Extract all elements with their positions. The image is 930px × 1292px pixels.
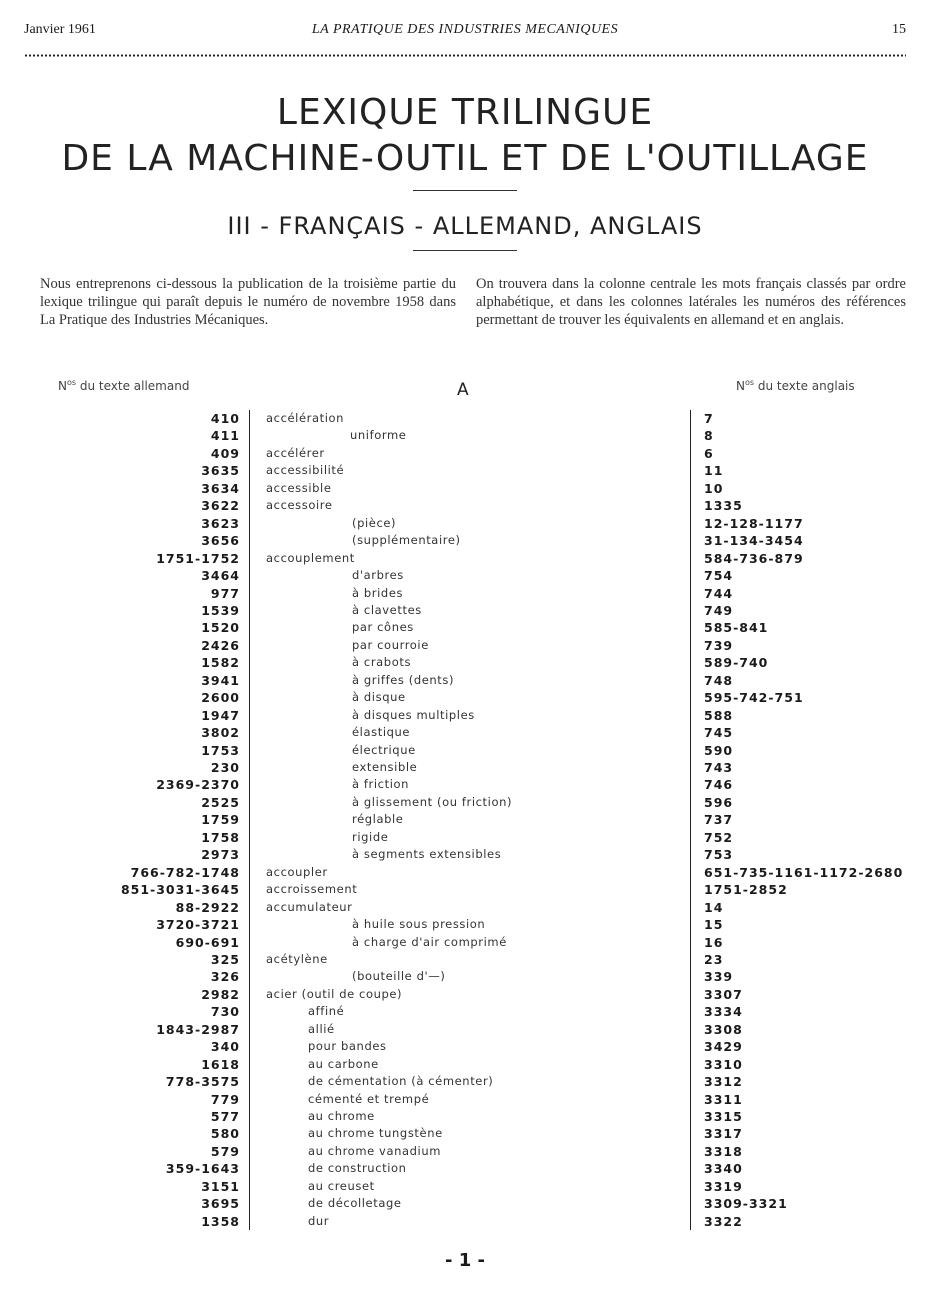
french-term: (supplémentaire) <box>352 533 461 548</box>
lexicon-row <box>0 882 930 899</box>
french-term: dur <box>308 1213 330 1228</box>
french-term: à crabots <box>352 655 412 670</box>
english-ref: 3429 <box>704 1039 743 1055</box>
lexicon-row <box>0 481 930 498</box>
english-ref: 739 <box>704 637 734 653</box>
german-ref: 3635 <box>201 463 240 479</box>
subtitle: III - FRANÇAIS - ALLEMAND, ANGLAIS <box>227 212 703 240</box>
french-term: de construction <box>308 1161 407 1176</box>
title-line-1: LEXIQUE TRILINGUE <box>276 92 654 133</box>
french-term: accouplement <box>266 550 355 565</box>
german-ref: 3656 <box>201 533 240 549</box>
english-ref: 651-735-1161-1172-2680 <box>704 864 904 880</box>
english-ref: 8 <box>704 428 714 444</box>
lexicon-row <box>0 620 930 637</box>
lexicon-row <box>0 533 930 550</box>
german-ref: 230 <box>210 760 240 775</box>
english-ref: 3307 <box>704 986 743 1002</box>
german-ref: 340 <box>210 1039 240 1055</box>
intro-left: Nous entreprenons ci-dessous la publication de la troisième partie du lexique trilingue qui paraît depuis le numéro de novembre 1958 dans La Pratique des Industries Mécaniques. <box>40 276 456 328</box>
english-ref: 3319 <box>704 1178 743 1194</box>
lexicon-row <box>0 463 930 480</box>
english-ref: 752 <box>704 829 734 845</box>
english-ref: 1751-2852 <box>704 882 788 898</box>
german-ref: 1947 <box>201 707 240 723</box>
german-ref: 2369-2370 <box>156 777 240 793</box>
journal-name: LA PRATIQUE DES INDUSTRIES MECANIQUES <box>311 22 619 37</box>
french-term: accoupler <box>266 864 328 879</box>
lexicon-row <box>0 1196 930 1213</box>
german-ref: 410 <box>210 411 240 426</box>
german-ref: 778-3575 <box>165 1074 240 1090</box>
french-term: allié <box>308 1021 335 1036</box>
german-ref: 1843-2987 <box>156 1021 240 1037</box>
lexicon-row <box>0 865 930 882</box>
french-term: accessibilité <box>266 463 345 478</box>
lexicon-row <box>0 603 930 620</box>
lexicon-row <box>0 1092 930 1109</box>
english-ref: 6 <box>704 445 714 461</box>
lexicon-row <box>0 725 930 742</box>
english-ref: 11 <box>704 463 724 479</box>
german-ref: 766-782-1748 <box>130 864 240 880</box>
german-ref: 1751-1752 <box>156 550 240 566</box>
french-term: au chrome vanadium <box>308 1143 442 1158</box>
english-ref: 749 <box>704 602 734 618</box>
lexicon-row <box>0 1039 930 1056</box>
english-ref: 743 <box>704 760 734 775</box>
page-number: 15 <box>892 22 906 37</box>
english-column-heading: $N^{os}$ du texte anglais <box>736 378 855 393</box>
german-ref: 325 <box>210 951 240 967</box>
german-ref: 1539 <box>201 602 240 618</box>
intro-right: On trouvera dans la colonne centrale les mots français classés par ordre alphabétique, et dans les colonnes latérales les numéros des références permettant de trouver les équivalents en allemand et en anglais. <box>476 276 906 328</box>
english-ref: 590 <box>704 742 734 758</box>
french-term: à glissement (ou friction) <box>352 794 513 809</box>
french-term: extensible <box>352 760 418 774</box>
english-ref: 16 <box>704 934 724 950</box>
german-ref: 411 <box>210 428 240 444</box>
lexicon-row <box>0 1144 930 1161</box>
lexicon-row <box>0 847 930 864</box>
german-ref: 3802 <box>201 725 240 741</box>
german-ref: 3634 <box>201 480 240 496</box>
french-term: (pièce) <box>352 515 397 530</box>
french-term: accumulateur <box>266 899 353 914</box>
german-ref: 2982 <box>201 986 240 1002</box>
german-ref: 2426 <box>201 637 240 653</box>
english-ref: 3315 <box>704 1109 743 1124</box>
english-ref: 23 <box>704 951 724 967</box>
lexicon-row <box>0 1161 930 1178</box>
german-ref: 3623 <box>201 515 240 531</box>
english-ref: 3340 <box>704 1161 743 1177</box>
french-term: à griffes (dents) <box>352 672 455 687</box>
french-term: à clavettes <box>352 602 422 617</box>
german-ref: 577 <box>210 1109 240 1124</box>
lexicon-row <box>0 551 930 568</box>
french-term: uniforme <box>350 428 407 443</box>
lexicon-row <box>0 498 930 515</box>
lexicon-row <box>0 830 930 847</box>
german-ref: 579 <box>210 1143 240 1159</box>
english-ref: 737 <box>704 812 734 828</box>
english-ref: 14 <box>704 899 724 915</box>
lexicon-row <box>0 1126 930 1143</box>
german-ref: 2525 <box>201 794 240 810</box>
lexicon-row <box>0 1214 930 1231</box>
german-ref: 3720-3721 <box>156 917 240 933</box>
german-ref: 580 <box>210 1126 240 1142</box>
running-header <box>24 20 906 40</box>
german-ref: 2973 <box>201 847 240 863</box>
lexicon-row <box>0 952 930 969</box>
english-ref: 744 <box>704 585 734 601</box>
english-ref: 588 <box>704 707 734 723</box>
german-ref: 1358 <box>201 1213 240 1229</box>
lexicon-row <box>0 743 930 760</box>
french-term: par courroie <box>352 637 429 652</box>
french-term: cémenté et trempé <box>308 1091 430 1106</box>
french-term: à friction <box>352 777 410 792</box>
french-term: pour bandes <box>308 1039 387 1054</box>
french-term: d'arbres <box>352 568 404 583</box>
dotted-rule <box>24 54 906 57</box>
german-ref: 3622 <box>201 498 240 514</box>
german-ref: 1618 <box>201 1056 240 1072</box>
english-ref: 753 <box>704 847 734 863</box>
english-ref: 748 <box>704 672 734 688</box>
french-term: à brides <box>352 585 404 600</box>
english-ref: 754 <box>704 568 734 584</box>
lexicon-row <box>0 1022 930 1039</box>
german-ref: 779 <box>210 1091 240 1107</box>
folio: - 1 - <box>445 1250 485 1271</box>
lexicon-row <box>0 969 930 986</box>
lexicon-row <box>0 673 930 690</box>
lexicon-row <box>0 655 930 672</box>
french-term: affiné <box>308 1004 345 1019</box>
english-ref: 746 <box>704 777 734 793</box>
lexicon-row <box>0 690 930 707</box>
german-ref: 3464 <box>201 568 240 584</box>
french-term: accroissement <box>266 882 358 897</box>
french-term: réglable <box>352 812 404 827</box>
lexicon-row <box>0 1109 930 1126</box>
german-ref: 1759 <box>201 812 240 828</box>
french-term: (bouteille d'—) <box>352 969 446 984</box>
french-term: rigide <box>352 829 389 844</box>
english-ref: 596 <box>704 794 734 810</box>
german-ref: 3151 <box>201 1178 240 1194</box>
english-ref: 3317 <box>704 1126 743 1142</box>
french-term: par cônes <box>352 620 414 635</box>
german-ref: 409 <box>210 445 240 461</box>
english-ref: 3310 <box>704 1056 743 1072</box>
lexicon-row <box>0 568 930 585</box>
lexicon-row <box>0 1004 930 1021</box>
french-term: accélérer <box>266 445 325 460</box>
german-ref: 1520 <box>201 620 240 636</box>
french-term: à charge d'air comprimé <box>352 934 507 949</box>
english-ref: 3334 <box>704 1004 743 1020</box>
french-term: à disques multiples <box>352 707 475 722</box>
english-ref: 15 <box>704 917 724 933</box>
english-ref: 10 <box>704 480 724 496</box>
english-ref: 589-740 <box>704 655 769 671</box>
title-line-2: DE LA MACHINE-OUTIL ET DE L'OUTILLAGE <box>61 138 869 179</box>
french-term: à huile sous pression <box>352 917 486 932</box>
english-ref: 12-128-1177 <box>704 515 804 531</box>
french-term: accessible <box>266 480 332 495</box>
english-ref: 584-736-879 <box>704 550 804 566</box>
french-term: accélération <box>266 411 345 425</box>
german-ref: 1758 <box>201 829 240 845</box>
english-ref: 3318 <box>704 1143 743 1159</box>
english-ref: 31-134-3454 <box>704 533 804 549</box>
english-ref: 3308 <box>704 1021 743 1037</box>
title-divider <box>413 190 517 191</box>
german-column-heading: $N^{os}$ du texte allemand <box>58 378 190 393</box>
german-ref: 690-691 <box>175 934 240 950</box>
lexicon-row <box>0 516 930 533</box>
lexicon-row <box>0 1179 930 1196</box>
german-ref: 730 <box>210 1004 240 1020</box>
lexicon-row <box>0 428 930 445</box>
french-term: accessoire <box>266 498 333 513</box>
lexicon-row <box>0 1057 930 1074</box>
lexicon-row <box>0 917 930 934</box>
german-ref: 2600 <box>201 690 240 706</box>
lexicon-row <box>0 446 930 463</box>
lexicon-row <box>0 777 930 794</box>
english-ref: 585-841 <box>704 620 769 636</box>
lexicon-row <box>0 760 930 777</box>
french-term: acier (outil de coupe) <box>266 986 403 1001</box>
german-ref: 851-3031-3645 <box>120 882 240 898</box>
lexicon-row <box>0 900 930 917</box>
german-ref: 326 <box>210 969 240 985</box>
german-ref: 1582 <box>201 655 240 671</box>
german-ref: 359-1643 <box>165 1161 240 1177</box>
issue-date: Janvier 1961 <box>24 22 96 37</box>
lexicon-row <box>0 935 930 952</box>
lexicon-row <box>0 812 930 829</box>
english-ref: 7 <box>704 411 714 426</box>
subtitle-divider <box>413 250 517 251</box>
french-term: à segments extensibles <box>352 847 502 862</box>
german-ref: 3695 <box>201 1196 240 1212</box>
english-ref: 745 <box>704 725 734 741</box>
english-ref: 3311 <box>704 1091 743 1107</box>
english-ref: 339 <box>704 969 734 985</box>
french-term: au creuset <box>308 1178 375 1193</box>
english-ref: 3309-3321 <box>704 1196 788 1212</box>
german-ref: 3941 <box>201 672 240 688</box>
french-term: à disque <box>352 690 406 705</box>
lexicon-row <box>0 1074 930 1091</box>
section-letter: A <box>457 380 469 400</box>
lexicon-row <box>0 586 930 603</box>
french-term: électrique <box>352 742 416 757</box>
german-ref: 1753 <box>201 742 240 758</box>
lexicon-row <box>0 795 930 812</box>
french-term: au carbone <box>308 1056 379 1071</box>
english-ref: 595-742-751 <box>704 690 804 706</box>
french-term: acétylène <box>266 951 328 966</box>
lexicon-row <box>0 411 930 428</box>
german-ref: 977 <box>210 585 240 601</box>
english-ref: 3322 <box>704 1213 743 1229</box>
lexicon-row <box>0 987 930 1004</box>
german-ref: 88-2922 <box>175 899 240 915</box>
french-term: de cémentation (à cémenter) <box>308 1074 494 1089</box>
french-term: de décolletage <box>308 1196 402 1211</box>
french-term: élastique <box>352 725 411 740</box>
english-ref: 3312 <box>704 1074 743 1090</box>
french-term: au chrome tungstène <box>308 1126 443 1141</box>
lexicon-row <box>0 708 930 725</box>
english-ref: 1335 <box>704 498 743 514</box>
lexicon-row <box>0 638 930 655</box>
french-term: au chrome <box>308 1109 375 1123</box>
